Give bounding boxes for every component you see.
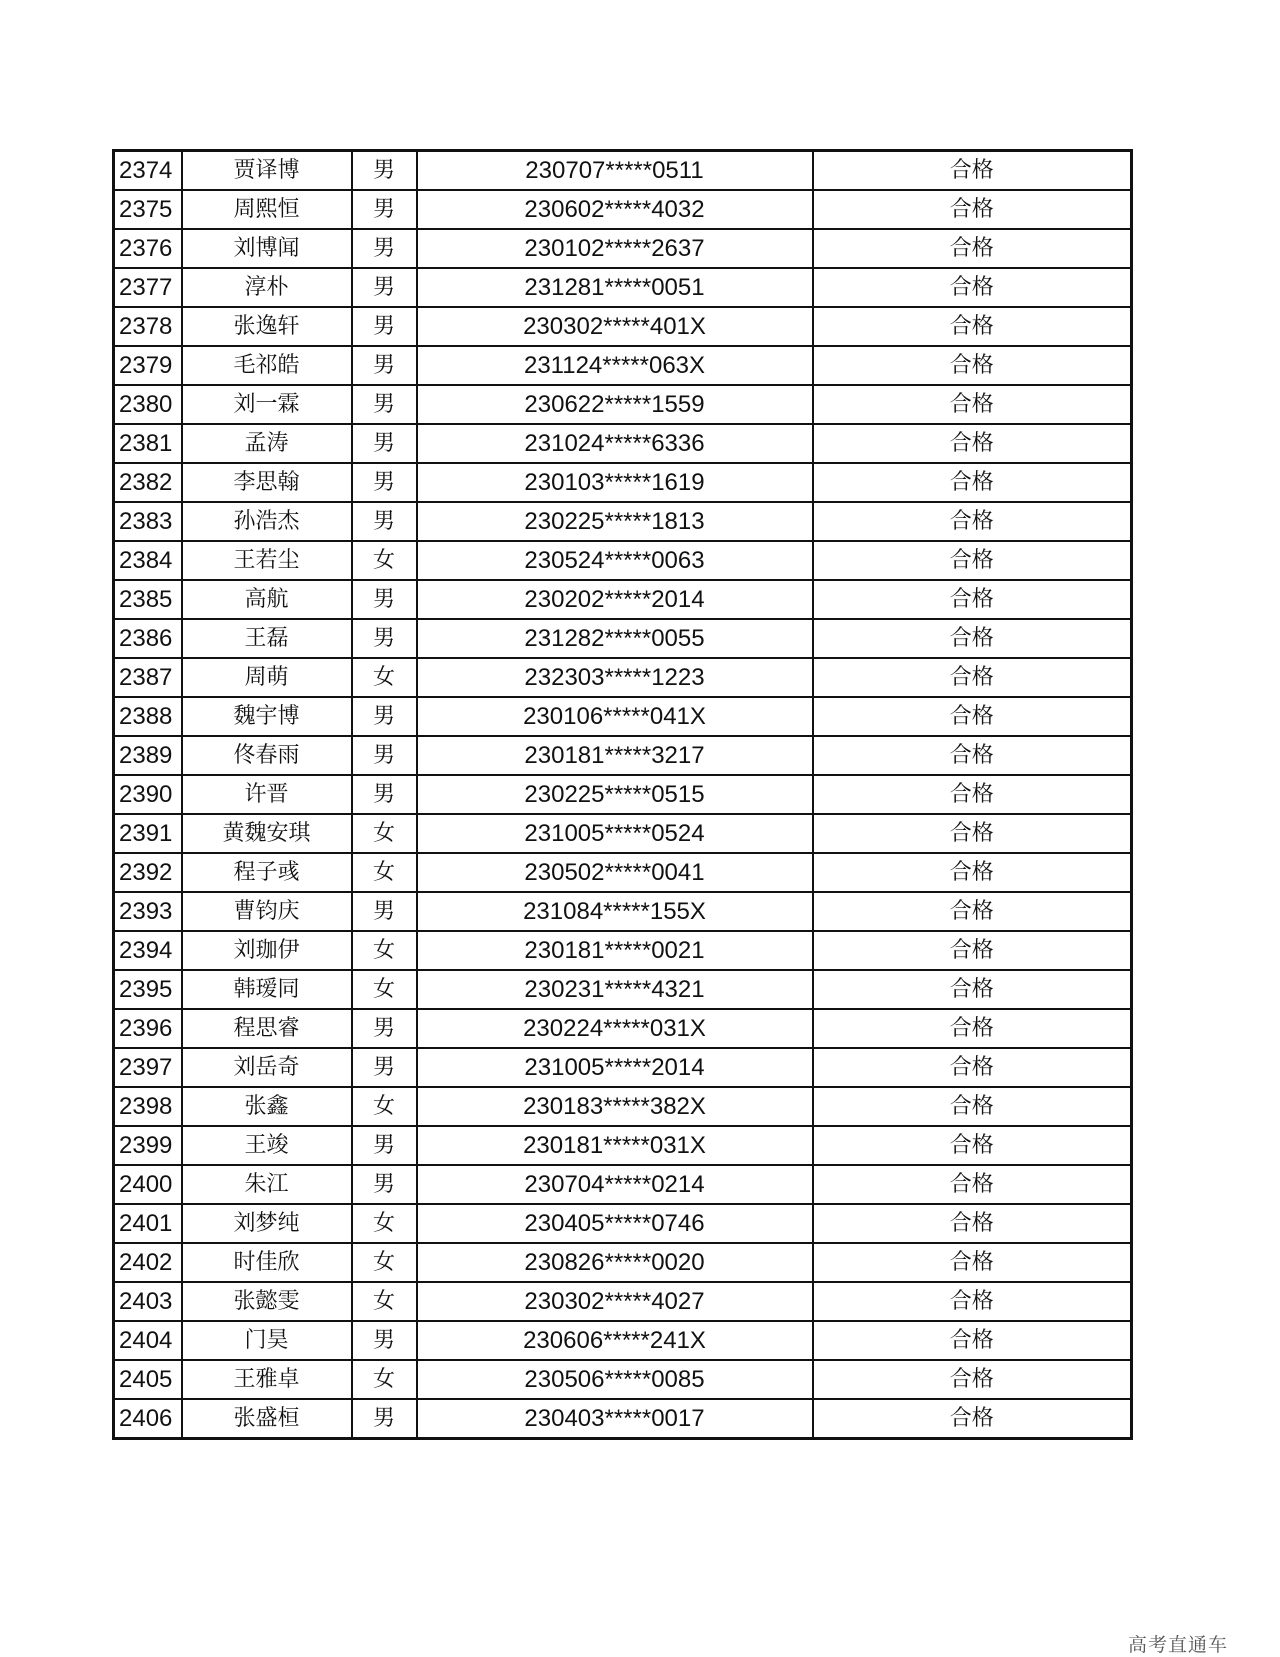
- table-row: [114, 892, 1132, 931]
- candidate-gender: 男: [352, 892, 417, 931]
- candidate-gender: 男: [352, 385, 417, 424]
- table-row: [114, 1321, 1132, 1360]
- result-status: 合格: [813, 775, 1132, 814]
- table-row: [114, 424, 1132, 463]
- candidate-name: 魏宇博: [182, 697, 352, 736]
- candidate-gender: 女: [352, 658, 417, 697]
- table-row: [114, 1165, 1132, 1204]
- candidate-name: 刘梦纯: [182, 1204, 352, 1243]
- row-number: 2399: [114, 1126, 182, 1165]
- masked-id-number: 230302*****401X: [417, 307, 813, 346]
- table-row: [114, 346, 1132, 385]
- row-number: 2403: [114, 1282, 182, 1321]
- result-status: 合格: [813, 502, 1132, 541]
- masked-id-number: 230181*****0021: [417, 931, 813, 970]
- masked-id-number: 230183*****382X: [417, 1087, 813, 1126]
- table-row: [114, 190, 1132, 229]
- masked-id-number: 230181*****3217: [417, 736, 813, 775]
- candidate-name: 门昊: [182, 1321, 352, 1360]
- candidate-name: 孟涛: [182, 424, 352, 463]
- candidate-gender: 男: [352, 307, 417, 346]
- result-status: 合格: [813, 1126, 1132, 1165]
- masked-id-number: 230106*****041X: [417, 697, 813, 736]
- result-status: 合格: [813, 1048, 1132, 1087]
- candidate-gender: 男: [352, 1165, 417, 1204]
- result-status: 合格: [813, 1321, 1132, 1360]
- row-number: 2396: [114, 1009, 182, 1048]
- masked-id-number: 231005*****0524: [417, 814, 813, 853]
- result-status: 合格: [813, 736, 1132, 775]
- candidate-name: 时佳欣: [182, 1243, 352, 1282]
- masked-id-number: 230602*****4032: [417, 190, 813, 229]
- row-number: 2395: [114, 970, 182, 1009]
- result-status: 合格: [813, 1204, 1132, 1243]
- masked-id-number: 230103*****1619: [417, 463, 813, 502]
- masked-id-number: 232303*****1223: [417, 658, 813, 697]
- candidate-name: 贾译博: [182, 151, 352, 191]
- table-row: [114, 502, 1132, 541]
- masked-id-number: 230707*****0511: [417, 151, 813, 191]
- row-number: 2398: [114, 1087, 182, 1126]
- candidate-gender: 女: [352, 853, 417, 892]
- masked-id-number: 230102*****2637: [417, 229, 813, 268]
- table-row: [114, 463, 1132, 502]
- candidate-name: 佟春雨: [182, 736, 352, 775]
- masked-id-number: 230302*****4027: [417, 1282, 813, 1321]
- candidate-gender: 女: [352, 1360, 417, 1399]
- masked-id-number: 230704*****0214: [417, 1165, 813, 1204]
- candidate-gender: 男: [352, 1048, 417, 1087]
- candidate-gender: 女: [352, 931, 417, 970]
- result-status: 合格: [813, 853, 1132, 892]
- table-row: [114, 268, 1132, 307]
- candidate-gender: 男: [352, 1009, 417, 1048]
- candidate-name: 淳朴: [182, 268, 352, 307]
- masked-id-number: 230524*****0063: [417, 541, 813, 580]
- result-status: 合格: [813, 1243, 1132, 1282]
- row-number: 2382: [114, 463, 182, 502]
- candidate-name: 张盛桓: [182, 1399, 352, 1439]
- masked-id-number: 231282*****0055: [417, 619, 813, 658]
- candidate-name: 程子彧: [182, 853, 352, 892]
- candidate-name: 张懿雯: [182, 1282, 352, 1321]
- masked-id-number: 230622*****1559: [417, 385, 813, 424]
- result-status: 合格: [813, 229, 1132, 268]
- candidate-gender: 男: [352, 502, 417, 541]
- row-number: 2402: [114, 1243, 182, 1282]
- row-number: 2401: [114, 1204, 182, 1243]
- candidate-name: 周萌: [182, 658, 352, 697]
- result-status: 合格: [813, 619, 1132, 658]
- candidate-table-body: [114, 151, 1132, 1439]
- candidate-name: 黄魏安琪: [182, 814, 352, 853]
- row-number: 2405: [114, 1360, 182, 1399]
- row-number: 2381: [114, 424, 182, 463]
- result-status: 合格: [813, 658, 1132, 697]
- candidate-name: 李思翰: [182, 463, 352, 502]
- row-number: 2377: [114, 268, 182, 307]
- table-row: [114, 853, 1132, 892]
- result-status: 合格: [813, 151, 1132, 191]
- masked-id-number: 230202*****2014: [417, 580, 813, 619]
- masked-id-number: 231281*****0051: [417, 268, 813, 307]
- result-status: 合格: [813, 580, 1132, 619]
- result-status: 合格: [813, 1282, 1132, 1321]
- table-row: [114, 736, 1132, 775]
- candidate-name: 王磊: [182, 619, 352, 658]
- candidate-gender: 男: [352, 1126, 417, 1165]
- table-row: [114, 1126, 1132, 1165]
- masked-id-number: 231084*****155X: [417, 892, 813, 931]
- table-row: [114, 1399, 1132, 1439]
- row-number: 2392: [114, 853, 182, 892]
- row-number: 2387: [114, 658, 182, 697]
- masked-id-number: 230502*****0041: [417, 853, 813, 892]
- candidate-gender: 女: [352, 970, 417, 1009]
- row-number: 2384: [114, 541, 182, 580]
- row-number: 2383: [114, 502, 182, 541]
- row-number: 2393: [114, 892, 182, 931]
- row-number: 2380: [114, 385, 182, 424]
- table-row: [114, 1204, 1132, 1243]
- candidate-gender: 女: [352, 1204, 417, 1243]
- masked-id-number: 230231*****4321: [417, 970, 813, 1009]
- masked-id-number: 230403*****0017: [417, 1399, 813, 1439]
- row-number: 2389: [114, 736, 182, 775]
- candidate-gender: 男: [352, 229, 417, 268]
- table-row: [114, 229, 1132, 268]
- candidate-gender: 男: [352, 346, 417, 385]
- masked-id-number: 230405*****0746: [417, 1204, 813, 1243]
- result-status: 合格: [813, 1087, 1132, 1126]
- row-number: 2386: [114, 619, 182, 658]
- candidate-gender: 女: [352, 1087, 417, 1126]
- result-status: 合格: [813, 307, 1132, 346]
- masked-id-number: 230181*****031X: [417, 1126, 813, 1165]
- table-row: [114, 619, 1132, 658]
- row-number: 2394: [114, 931, 182, 970]
- candidate-gender: 男: [352, 151, 417, 191]
- candidate-gender: 男: [352, 190, 417, 229]
- candidate-gender: 男: [352, 268, 417, 307]
- candidate-gender: 女: [352, 1243, 417, 1282]
- candidate-gender: 男: [352, 424, 417, 463]
- result-status: 合格: [813, 541, 1132, 580]
- row-number: 2379: [114, 346, 182, 385]
- candidate-gender: 男: [352, 775, 417, 814]
- candidate-gender: 男: [352, 736, 417, 775]
- result-status: 合格: [813, 697, 1132, 736]
- candidate-name: 曹钧庆: [182, 892, 352, 931]
- row-number: 2374: [114, 151, 182, 191]
- candidate-gender: 女: [352, 541, 417, 580]
- table-row: [114, 580, 1132, 619]
- candidate-name: 程思睿: [182, 1009, 352, 1048]
- row-number: 2376: [114, 229, 182, 268]
- candidate-name: 张鑫: [182, 1087, 352, 1126]
- masked-id-number: 230225*****0515: [417, 775, 813, 814]
- row-number: 2388: [114, 697, 182, 736]
- candidate-gender: 男: [352, 580, 417, 619]
- row-number: 2391: [114, 814, 182, 853]
- table-row: [114, 697, 1132, 736]
- table-row: [114, 1048, 1132, 1087]
- table-row: [114, 541, 1132, 580]
- candidate-name: 朱江: [182, 1165, 352, 1204]
- table-row: [114, 307, 1132, 346]
- candidate-name: 许晋: [182, 775, 352, 814]
- result-status: 合格: [813, 268, 1132, 307]
- result-status: 合格: [813, 892, 1132, 931]
- table-row: [114, 658, 1132, 697]
- candidate-name: 刘一霖: [182, 385, 352, 424]
- result-status: 合格: [813, 463, 1132, 502]
- result-status: 合格: [813, 1009, 1132, 1048]
- candidate-name: 王竣: [182, 1126, 352, 1165]
- masked-id-number: 230506*****0085: [417, 1360, 813, 1399]
- masked-id-number: 230225*****1813: [417, 502, 813, 541]
- row-number: 2390: [114, 775, 182, 814]
- masked-id-number: 231005*****2014: [417, 1048, 813, 1087]
- result-status: 合格: [813, 1165, 1132, 1204]
- table-row: [114, 385, 1132, 424]
- table-row: [114, 970, 1132, 1009]
- result-status: 合格: [813, 190, 1132, 229]
- result-status: 合格: [813, 346, 1132, 385]
- table-row: [114, 931, 1132, 970]
- result-status: 合格: [813, 1360, 1132, 1399]
- row-number: 2375: [114, 190, 182, 229]
- row-number: 2406: [114, 1399, 182, 1439]
- table-row: [114, 1009, 1132, 1048]
- candidate-name: 刘珈伊: [182, 931, 352, 970]
- candidate-name: 刘博闻: [182, 229, 352, 268]
- candidate-gender: 男: [352, 1399, 417, 1439]
- candidate-name: 毛祁皓: [182, 346, 352, 385]
- candidate-gender: 女: [352, 814, 417, 853]
- table-row: [114, 1087, 1132, 1126]
- row-number: 2404: [114, 1321, 182, 1360]
- masked-id-number: 230826*****0020: [417, 1243, 813, 1282]
- candidate-name: 刘岳奇: [182, 1048, 352, 1087]
- masked-id-number: 230224*****031X: [417, 1009, 813, 1048]
- row-number: 2385: [114, 580, 182, 619]
- result-status: 合格: [813, 931, 1132, 970]
- candidate-gender: 男: [352, 1321, 417, 1360]
- candidate-name: 王雅卓: [182, 1360, 352, 1399]
- row-number: 2378: [114, 307, 182, 346]
- watermark: 高考直通车: [1127, 1634, 1228, 1656]
- result-status: 合格: [813, 814, 1132, 853]
- row-number: 2400: [114, 1165, 182, 1204]
- result-status: 合格: [813, 424, 1132, 463]
- result-status: 合格: [813, 1399, 1132, 1439]
- candidate-gender: 男: [352, 463, 417, 502]
- masked-id-number: 230606*****241X: [417, 1321, 813, 1360]
- table-row: [114, 1360, 1132, 1399]
- candidate-name: 孙浩杰: [182, 502, 352, 541]
- candidate-gender: 女: [352, 1282, 417, 1321]
- table-row: [114, 1243, 1132, 1282]
- candidate-name: 韩瑷同: [182, 970, 352, 1009]
- masked-id-number: 231024*****6336: [417, 424, 813, 463]
- result-status: 合格: [813, 970, 1132, 1009]
- masked-id-number: 231124*****063X: [417, 346, 813, 385]
- candidate-name: 王若尘: [182, 541, 352, 580]
- table-row: [114, 1282, 1132, 1321]
- candidate-gender: 男: [352, 619, 417, 658]
- table-row: [114, 151, 1132, 191]
- candidate-name: 张逸轩: [182, 307, 352, 346]
- candidate-gender: 男: [352, 697, 417, 736]
- table-row: [114, 775, 1132, 814]
- candidate-table: [112, 149, 1133, 1440]
- candidate-name: 高航: [182, 580, 352, 619]
- result-status: 合格: [813, 385, 1132, 424]
- table-row: [114, 814, 1132, 853]
- candidate-name: 周熙恒: [182, 190, 352, 229]
- row-number: 2397: [114, 1048, 182, 1087]
